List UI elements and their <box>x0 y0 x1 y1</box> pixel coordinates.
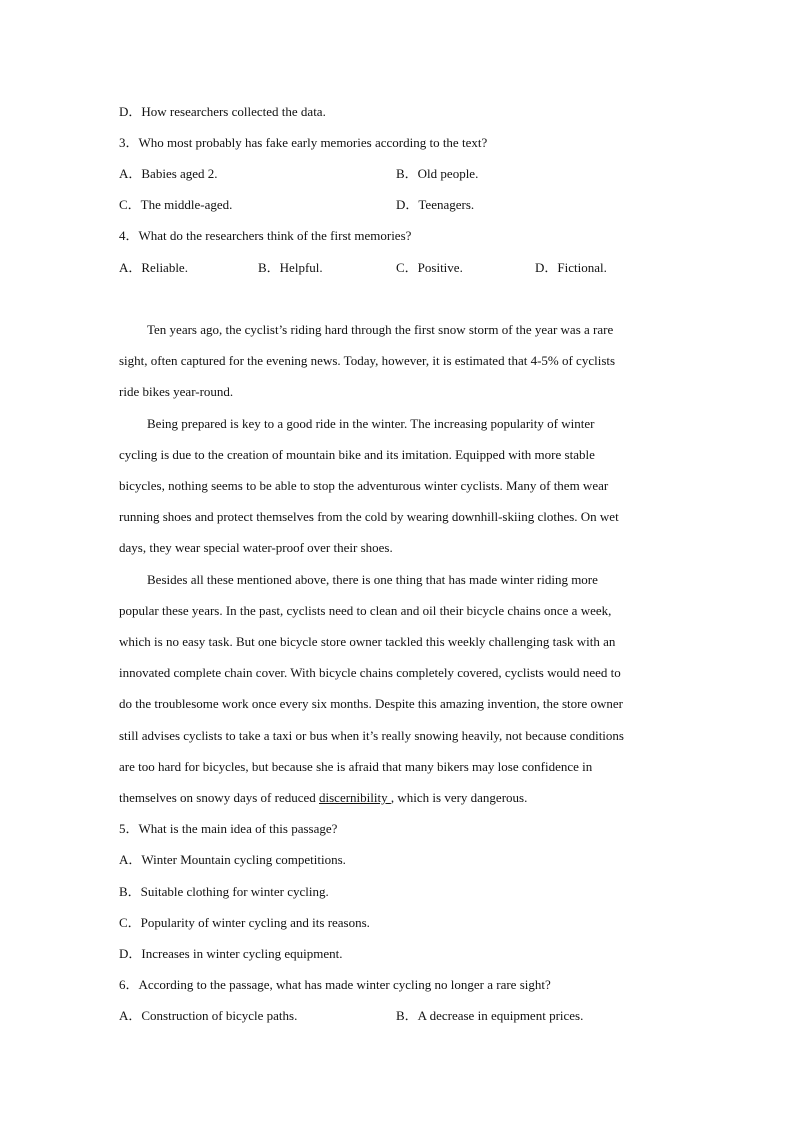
q2-option-d: D．How researchers collected the data. <box>119 104 326 119</box>
passage-line: ride bikes year-round. <box>119 384 234 399</box>
q5-option-c: C．Popularity of winter cycling and its reasons. <box>119 915 370 930</box>
underlined-word: discernibility <box>319 790 391 805</box>
q6-option-a: A．Construction of bicycle paths. <box>119 1008 298 1023</box>
q3-option-d: D．Teenagers. <box>396 197 475 212</box>
q4-option-d: D．Fictional. <box>535 260 607 275</box>
q5-option-b: B．Suitable clothing for winter cycling. <box>119 884 329 899</box>
passage-line: do the troublesome work once every six months. Despite this amazing invention, the store owner <box>119 696 623 711</box>
passage-line: which is no easy task. But one bicycle store owner tackled this weekly challenging task with an <box>119 634 616 649</box>
passage-line: Besides all these mentioned above, there is one thing that has made winter riding more <box>147 572 598 587</box>
passage-line: innovated complete chain cover. With bicycle chains completely covered, cyclists would need to <box>119 665 621 680</box>
q5-stem: 5．What is the main idea of this passage? <box>119 821 338 836</box>
q6-option-b: B．A decrease in equipment prices. <box>396 1008 584 1023</box>
q3-option-a: A．Babies aged 2. <box>119 166 218 181</box>
passage-line: Being prepared is key to a good ride in the winter. The increasing popularity of winter <box>147 416 595 431</box>
q6-stem: 6．According to the passage, what has made winter cycling no longer a rare sight? <box>119 977 551 992</box>
q4-option-c: C．Positive. <box>396 260 463 275</box>
q4-option-b: B．Helpful. <box>258 260 323 275</box>
q5-option-a: A．Winter Mountain cycling competitions. <box>119 852 346 867</box>
passage-line: Ten years ago, the cyclist’s riding hard through the first snow storm of the year was a rare <box>147 322 614 337</box>
passage-line: popular these years. In the past, cyclists need to clean and oil their bicycle chains once a week, <box>119 603 612 618</box>
passage-text: themselves on snowy days of reduced <box>119 790 320 805</box>
passage-text: , which is very dangerous. <box>390 790 528 805</box>
passage-line: still advises cyclists to take a taxi or bus when it’s really snowing heavily, not because conditions <box>119 728 624 743</box>
q3-option-c: C．The middle-aged. <box>119 197 233 212</box>
passage-line: cycling is due to the creation of mountain bike and its imitation. Equipped with more stable <box>119 447 595 462</box>
q3-stem: 3．Who most probably has fake early memories according to the text? <box>119 135 488 150</box>
q5-option-d: D．Increases in winter cycling equipment. <box>119 946 343 961</box>
q4-stem: 4．What do the researchers think of the first memories? <box>119 228 412 243</box>
passage-last-line <box>119 790 527 806</box>
passage-line: are too hard for bicycles, but because she is afraid that many bikers may lose confidence in <box>119 759 593 774</box>
q3-option-b: B．Old people. <box>396 166 479 181</box>
q4-option-a: A．Reliable. <box>119 260 188 275</box>
passage-line: running shoes and protect themselves from the cold by wearing downhill-skiing clothes. On wet <box>119 509 619 524</box>
passage-line: bicycles, nothing seems to be able to stop the adventurous winter cyclists. Many of them wear <box>119 478 609 493</box>
passage-line: sight, often captured for the evening news. Today, however, it is estimated that 4-5% of cyclists <box>119 353 616 368</box>
passage-line: days, they wear special water-proof over their shoes. <box>119 540 393 555</box>
